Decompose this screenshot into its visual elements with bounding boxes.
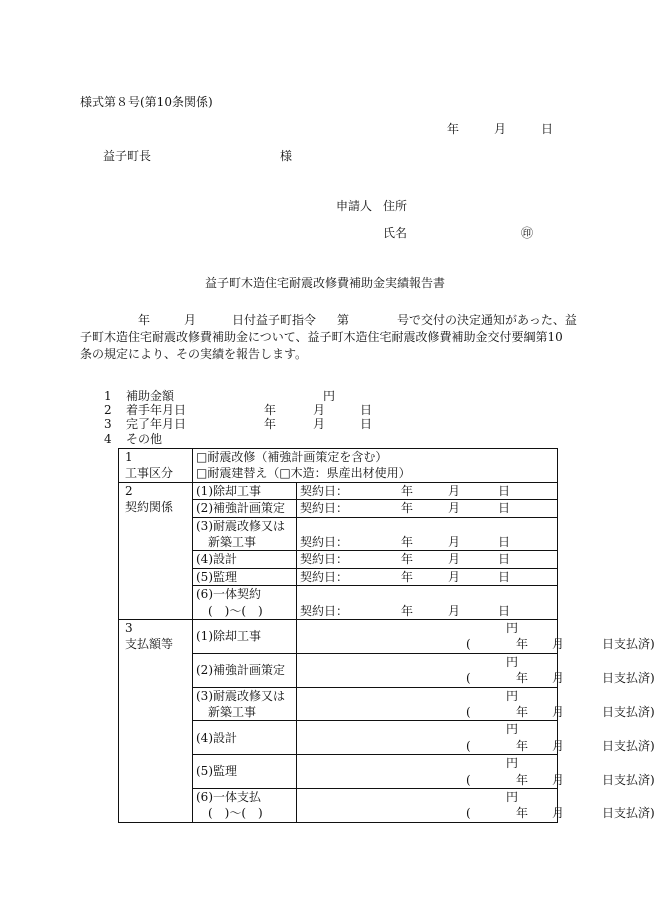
date-day: 日 xyxy=(541,122,554,136)
work-type-no: 1 xyxy=(125,450,133,464)
payment-month: 月 xyxy=(552,738,565,753)
contract-year: 年 xyxy=(401,501,414,516)
body-day-order: 日付益子町指令 xyxy=(232,313,317,327)
contract-item-label: (1)除却工事 xyxy=(196,483,261,498)
form-number: 様式第８号(第10条関係) xyxy=(80,95,213,109)
contract-date xyxy=(297,500,558,517)
contract-date xyxy=(297,482,558,499)
item-3-day: 日 xyxy=(360,417,373,431)
contract-month: 月 xyxy=(448,603,461,618)
work-type-text: 工事区分 xyxy=(125,466,174,481)
payment-no: 3 xyxy=(125,621,133,636)
applicant-label: 申請人 xyxy=(336,199,373,213)
contract-year: 年 xyxy=(401,535,414,550)
payment-amount xyxy=(297,721,655,755)
payment-amount xyxy=(297,620,655,654)
contract-date-label: 契約日： xyxy=(300,535,349,550)
payment-yen: 円 xyxy=(506,756,519,771)
payment-yen: 円 xyxy=(506,790,519,804)
contract-month: 月 xyxy=(448,501,461,516)
payment-item-label: (2)補強計画策定 xyxy=(196,663,285,678)
seal-mark: ㊞ xyxy=(521,226,534,240)
contract-day: 日 xyxy=(498,603,511,618)
payment-row xyxy=(119,620,558,654)
payment-item xyxy=(193,755,297,789)
contract-month: 月 xyxy=(448,535,461,550)
contract-month: 月 xyxy=(448,569,461,584)
item-1-no: 1 xyxy=(104,389,112,403)
option-rebuild[interactable]: □耐震建替え（□木造：県産出材使用） xyxy=(196,466,411,481)
payment-amount xyxy=(297,755,655,789)
item-4-no: 4 xyxy=(104,432,112,446)
body-line3: 条の規定により、その実績を報告します。 xyxy=(80,347,308,361)
contract-item xyxy=(193,500,297,517)
payment-month: 月 xyxy=(552,772,565,787)
payment-amount xyxy=(297,789,655,823)
contract-day: 日 xyxy=(498,501,511,516)
address-label: 住所 xyxy=(383,199,408,213)
payment-item-label: (1)除却工事 xyxy=(196,629,261,644)
date-month: 月 xyxy=(494,122,507,136)
payment-year: 年 xyxy=(516,671,529,686)
payment-yen: 円 xyxy=(506,688,519,703)
contract-year: 年 xyxy=(401,569,414,584)
contract-year: 年 xyxy=(401,483,414,498)
payment-amount xyxy=(297,687,655,721)
payment-paid: 日支払済) xyxy=(602,738,655,753)
contract-day: 日 xyxy=(498,552,511,567)
item-2-day: 日 xyxy=(360,403,373,417)
payment-month: 月 xyxy=(552,671,565,686)
payment-label xyxy=(119,620,193,823)
contract-item xyxy=(193,551,297,568)
item-4-label: その他 xyxy=(126,432,163,446)
payment-paid: 日支払済) xyxy=(602,671,655,686)
payment-paren: ( xyxy=(466,671,471,686)
contract-item-label: (5)監理 xyxy=(196,569,237,584)
contract-month: 月 xyxy=(448,483,461,498)
payment-yen: 円 xyxy=(506,722,519,737)
details-table xyxy=(118,448,655,823)
payment-text: 支払額等 xyxy=(125,637,174,652)
contract-day: 日 xyxy=(498,483,511,498)
contract-item-label: (4)設計 xyxy=(196,552,237,567)
item-1-label: 補助金額 xyxy=(126,389,175,403)
contract-date-label: 契約日： xyxy=(300,603,349,618)
payment-paren: ( xyxy=(466,637,471,652)
contract-item xyxy=(193,482,297,499)
work-type-label xyxy=(119,449,193,483)
payment-year: 年 xyxy=(516,772,529,787)
payment-item-label: (4)設計 xyxy=(196,730,237,745)
contract-item-label-2: ( )～( ) xyxy=(208,603,263,618)
payment-paren: ( xyxy=(466,705,471,720)
payment-item-label: (3)耐震改修又は xyxy=(196,688,285,703)
payment-amount xyxy=(297,653,655,687)
payment-paid: 日支払済) xyxy=(602,705,655,720)
payment-item-label-2: ( )～( ) xyxy=(208,806,263,821)
payment-item-label: (6)一体支払 xyxy=(196,790,261,804)
item-3-no: 3 xyxy=(104,417,112,431)
addressee-honorific: 様 xyxy=(280,149,293,163)
contract-date-label: 契約日： xyxy=(300,483,349,498)
payment-paren: ( xyxy=(466,806,471,821)
contract-month: 月 xyxy=(448,552,461,567)
body-line1-tail: 号で交付の決定通知があった、益 xyxy=(397,313,577,327)
body-line2: 子町木造住宅耐震改修費補助金について、益子町木造住宅耐震改修費補助金交付要綱第10 xyxy=(80,330,563,344)
payment-item xyxy=(193,789,297,823)
contract-date xyxy=(297,517,558,551)
payment-item xyxy=(193,653,297,687)
body-paragraph xyxy=(80,312,577,363)
work-type-options xyxy=(193,449,558,483)
contract-row xyxy=(119,482,558,499)
body-year: 年 xyxy=(138,313,151,327)
item-2-label: 着手年月日 xyxy=(126,403,187,417)
payment-year: 年 xyxy=(516,738,529,753)
payment-item-label-2: 新築工事 xyxy=(208,705,257,720)
payment-month: 月 xyxy=(552,705,565,720)
contract-day: 日 xyxy=(498,535,511,550)
contract-text: 契約関係 xyxy=(125,500,174,515)
name-label: 氏名 xyxy=(383,226,408,240)
option-seismic-retrofit[interactable]: □耐震改修（補強計画策定を含む） xyxy=(196,450,388,464)
date-year: 年 xyxy=(447,122,460,136)
payment-item xyxy=(193,620,297,654)
contract-year: 年 xyxy=(401,552,414,567)
contract-item xyxy=(193,568,297,585)
contract-item xyxy=(193,586,297,620)
contract-item-label: (3)耐震改修又は xyxy=(196,518,285,533)
payment-year: 年 xyxy=(516,705,529,720)
payment-year: 年 xyxy=(516,637,529,652)
contract-item xyxy=(193,517,297,551)
item-3-label: 完了年月日 xyxy=(126,417,187,431)
payment-paid: 日支払済) xyxy=(602,637,655,652)
contract-item-label: (6)一体契約 xyxy=(196,587,261,602)
document-title: 益子町木造住宅耐震改修費補助金実績報告書 xyxy=(205,276,446,290)
contract-year: 年 xyxy=(401,603,414,618)
payment-item xyxy=(193,687,297,721)
contract-date-label: 契約日： xyxy=(300,501,349,516)
payment-month: 月 xyxy=(552,806,565,821)
item-1-yen: 円 xyxy=(323,389,336,403)
item-2-no: 2 xyxy=(104,403,112,417)
item-3-month: 月 xyxy=(313,417,326,431)
contract-day: 日 xyxy=(498,569,511,584)
contract-item-label-2: 新築工事 xyxy=(208,535,257,550)
payment-paid: 日支払済) xyxy=(602,772,655,787)
payment-paren: ( xyxy=(466,772,471,787)
payment-paren: ( xyxy=(466,738,471,753)
contract-date-label: 契約日： xyxy=(300,569,349,584)
contract-date-label: 契約日： xyxy=(300,552,349,567)
body-month: 月 xyxy=(184,313,197,327)
contract-date xyxy=(297,586,558,620)
contract-date xyxy=(297,551,558,568)
payment-item xyxy=(193,721,297,755)
item-2-year: 年 xyxy=(264,403,277,417)
addressee-name: 益子町長 xyxy=(103,149,152,163)
payment-month: 月 xyxy=(552,637,565,652)
contract-date xyxy=(297,568,558,585)
body-dai: 第 xyxy=(337,313,350,327)
contract-no: 2 xyxy=(125,483,133,498)
payment-yen: 円 xyxy=(506,621,519,636)
contract-label xyxy=(119,482,193,619)
contract-item-label: (2)補強計画策定 xyxy=(196,501,285,516)
item-3-year: 年 xyxy=(264,417,277,431)
work-type-row xyxy=(119,449,558,483)
item-2-month: 月 xyxy=(313,403,326,417)
payment-item-label: (5)監理 xyxy=(196,764,237,779)
payment-yen: 円 xyxy=(506,654,519,669)
payment-year: 年 xyxy=(516,806,529,821)
payment-paid: 日支払済) xyxy=(602,806,655,821)
